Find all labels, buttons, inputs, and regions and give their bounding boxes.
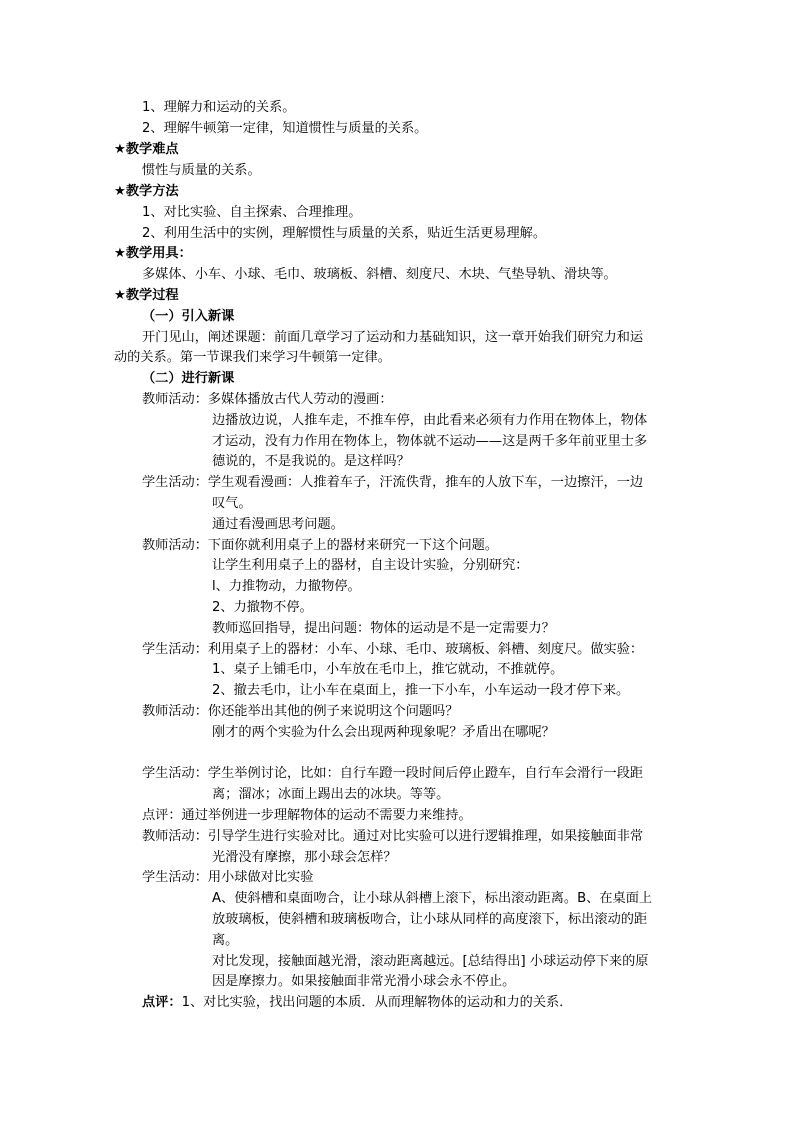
teacher-activity-1-line-3: 才运动，没有力作用在物体上，物体就不运动——这是两千多年前亚里士多 [212,434,648,449]
difficulty-text: 惯性与质量的关系。 [142,163,261,178]
teacher-activity-2: 教师活动：下面你就利用桌子上的器材来研究一下这个问题。 [142,538,499,553]
teacher-activity-4: 教师活动：引导学生进行实验对比。通过对比实验可以进行逻辑推理，如果接触面非常 [142,829,644,844]
student-activity-1-line-3: 通过看漫画思考问题。 [212,517,344,532]
objective-line-2: 2、理解牛顿第一定律，知道惯性与质量的关系。 [142,121,428,136]
comment-2-label: 点评： [142,995,182,1010]
section-heading-process: ★教学过程 [114,288,179,303]
student-activity-1: 学生活动：学生观看漫画：人推着车子，汗流佚背，推车的人放下车，一边擦汗，一边 [142,475,644,490]
subsection-new-lesson: （二）进行新课 [142,371,235,386]
teacher-activity-2-line-4: 2、力撤物不停。 [212,600,313,615]
section-heading-tools: ★教学用具： [114,246,192,261]
student-activity-3: 学生活动：学生举例讨论，比如：自行车蹬一段时间后停止蹬车，自行车会滑行一段距 [142,766,644,781]
method-line-1: 1、对比实验、自主探索、合理推理。 [142,205,362,220]
comment-1: 点评：通过举例进一步理解物体的运动不需要力来维持。 [142,808,472,823]
teacher-activity-4-line-2: 光滑没有摩擦，那小球会怎样？ [212,850,397,865]
section-heading-method: ★教学方法 [114,184,179,199]
student-activity-4-line-6: 因是摩擦力。如果接触面非常光滑小球会永不停止。 [212,974,516,989]
teacher-activity-3-line-2: 刚才的两个实验为什么会出现两种现象呢？矛盾出在哪呢？ [212,725,555,740]
tools-text: 多媒体、小车、小球、毛巾、玻璃板、斜槽、刻度尺、木块、气垫导轨、滑块等。 [142,267,617,282]
teacher-activity-1-line-2: 边播放边说，人推车走，不推车停，由此看来必须有力作用在物体上，物体 [212,413,648,428]
student-activity-2: 学生活动：利用桌子上的器材：小车、小球、毛巾、玻璃板、斜槽、刻度尺。做实验： [142,642,644,657]
student-activity-4-line-2: A、使斜槽和桌面吻合，让小球从斜槽上滚下，标出滚动距离。B、在桌面上 [212,891,653,906]
subsection-intro: （一）引入新课 [142,309,235,324]
section-heading-difficulty: ★教学难点 [114,142,179,157]
intro-line-1: 开门见山，阐述课题：前面几章学习了运动和力基础知识，这一章开始我们研究力和运 [142,330,644,345]
student-activity-2-line-2: 1、桌子上铺毛巾，小车放在毛巾上，推它就动，不推就停。 [212,662,564,677]
teacher-activity-3: 教师活动：你还能举出其他的例子来说明这个问题吗？ [142,704,459,719]
student-activity-4-line-5: 对比发现，接触面越光滑，滚动距离越远。[总结得出] 小球运动停下来的原 [212,954,649,969]
teacher-activity-2-line-2: 让学生利用桌子上的器材，自主设计实验，分别研究： [212,558,529,573]
student-activity-4: 学生活动：用小球做对比实验 [142,870,314,885]
teacher-activity-2-line-3: l、力推物动，力撤物停。 [212,579,361,594]
teacher-activity-1: 教师活动：多媒体播放古代人劳动的漫画： [142,392,393,407]
intro-line-2: 动的关系。第一节课我们来学习牛顿第一定律。 [114,350,391,365]
student-activity-4-line-4: 离。 [212,933,239,948]
teacher-activity-1-line-4: 德说的，不是我说的。是这样吗？ [212,454,410,469]
student-activity-2-line-3: 2、撤去毛巾，让小车在桌面上，推一下小车，小车运动一段才停下来。 [212,683,630,698]
student-activity-1-line-2: 叹气。 [212,496,252,511]
method-line-2: 2、利用生活中的实例，理解惯性与质量的关系，贴近生活更易理解。 [142,226,547,241]
comment-2-row [142,995,572,1011]
teacher-activity-2-line-5: 教师巡回指导，提出问题：物体的运动是不是一定需要力？ [212,621,555,636]
objective-line-1: 1、理解力和运动的关系。 [142,100,296,115]
student-activity-4-line-3: 放玻璃板，使斜槽和玻璃板吻合，让小球从同样的高度滚下，标出滚动的距 [212,912,648,927]
comment-2-text: 1、对比实验，找出问题的本质．从而理解物体的运动和力的关系． [181,995,573,1010]
student-activity-3-line-2: 离；溜冰；冰面上踢出去的冰块。等等。 [212,787,450,802]
